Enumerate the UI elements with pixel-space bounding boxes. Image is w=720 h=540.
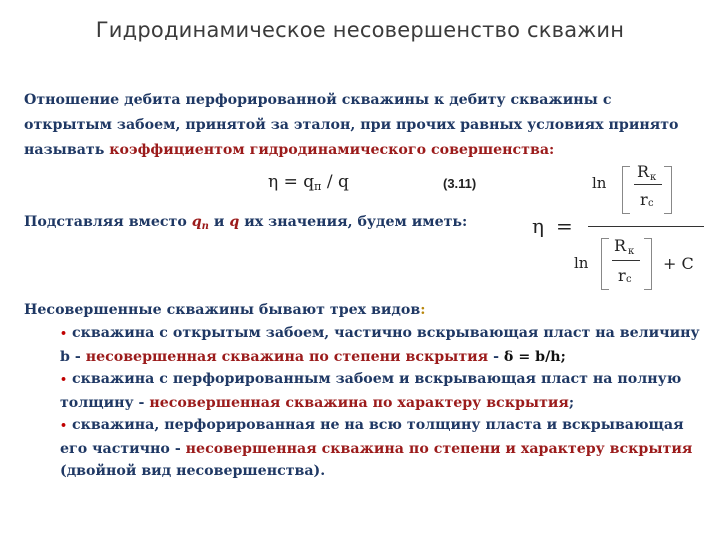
intro-highlight: коэффициентом гидродинамического совершенства: [109,142,555,158]
num-right-bracket [664,166,672,214]
item1-red: несовершенная скважина по степени вскрытия [85,348,489,365]
subst-pre: Подставляя вместо [24,214,192,230]
types-heading [24,302,425,318]
item2-text: скважина с перфорированным забоем и вскрывающая пласт на полную толщину - [60,371,682,411]
list-item [60,414,700,483]
formula-eta: η [268,172,279,192]
subst-mid: и [208,214,230,230]
types-heading-colon: : [420,302,426,318]
num-R: R [637,162,650,181]
frac-eta: η [532,214,544,238]
formula-sub: п [314,180,322,193]
types-heading-text: Несовершенные скважины бывают трех видов [24,302,421,318]
main-fraction-line [588,226,704,227]
den-right-bracket [644,238,652,290]
bullet-icon: • [60,373,68,386]
list-item [60,322,700,368]
formula-main [268,172,349,193]
den-plus-c: + C [663,254,694,273]
substitution-line [24,214,467,232]
den-inner-fraction-line [612,260,640,261]
den-r: r [618,266,626,285]
num-r: r [640,190,648,209]
num-r-sub: с [648,198,654,209]
num-ln: ln [592,174,607,192]
frac-eq: = [556,214,573,238]
subst-post: их значения, будем иметь: [239,214,468,230]
bullet-icon: • [60,327,68,340]
item1-text: скважина с открытым забоем, частично вскрывающая пласт на величину [71,325,700,341]
den-r-sub: с [626,274,632,285]
den-ln: ln [574,254,589,272]
intro-paragraph [24,88,700,163]
item3-text: скважина, перфорированная не на всю толщину пласта и вскрывающая его частично - [60,417,684,457]
subst-var1: q [191,214,202,230]
num-inner-fraction-line [634,184,662,185]
page-title: Гидродинамическое несовершенство скважин [95,18,625,42]
item2-end: ; [568,394,575,411]
equation-number: (3.11) [443,176,477,191]
formula-tail: / q [321,172,349,192]
bullet-icon: • [60,419,68,432]
num-R-sub: к [650,172,657,183]
subst-var1-sub: п [201,221,209,232]
num-left-bracket [622,166,630,214]
item3-red: несовершенная скважина по степени и характеру вскрытия [185,440,693,457]
item1-b: b - [60,348,86,365]
types-list [60,322,700,483]
den-R: R [614,236,627,255]
formula-eq: = q [278,172,315,192]
item2-red: несовершенная скважина по характеру вскрытия [149,394,569,411]
den-R-sub: к [628,246,635,257]
den-left-bracket [601,238,609,290]
intro-text: Отношение дебита перфорированной скважины к дебиту скважины с открытым забоем, принятой за эталон, при прочих равных условиях принято называть [24,92,679,158]
item3-end: (двойной вид несовершенства). [60,463,326,479]
list-item [60,368,700,414]
item1-dash: - [488,348,504,365]
item1-delta: δ = b/h; [503,348,566,365]
subst-var2: q [229,214,240,230]
